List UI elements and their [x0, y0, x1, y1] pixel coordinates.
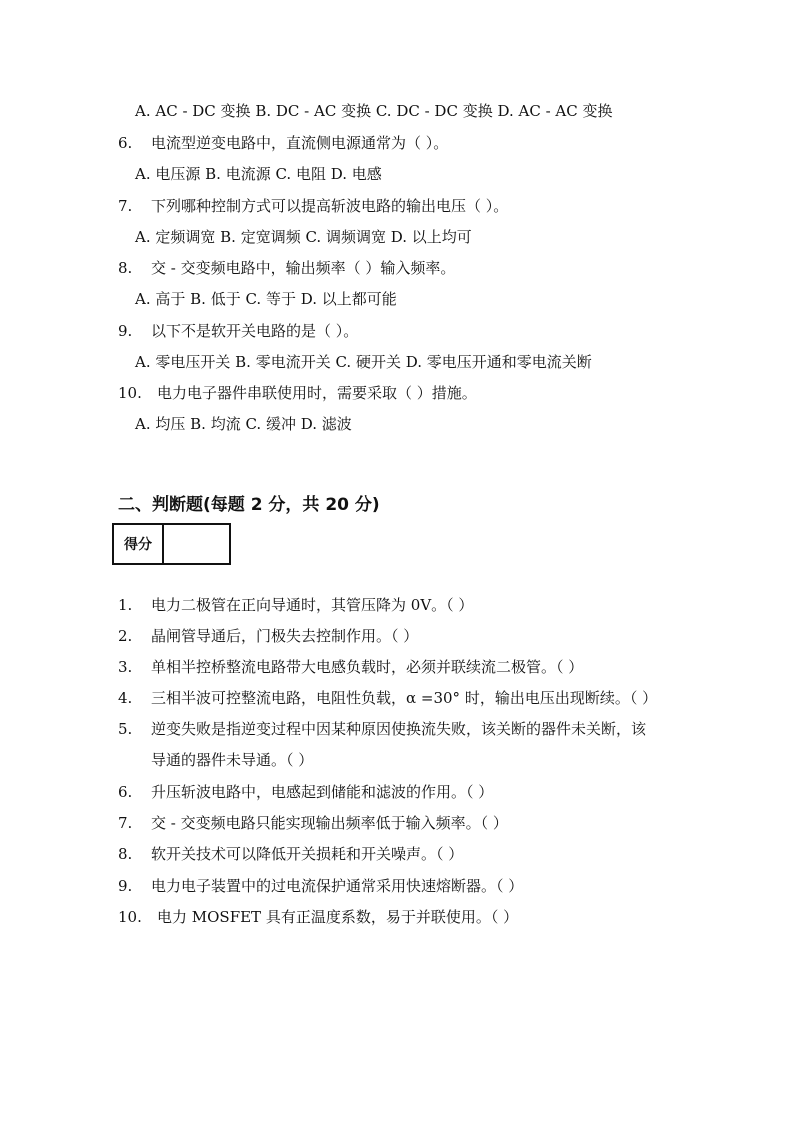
question-number: 9.	[118, 877, 133, 895]
mc-q10-options: A. 均压 B. 均流 C. 缓冲 D. 滤波	[135, 415, 352, 433]
question-number: 6.	[118, 134, 133, 152]
question-text: 交 - 交变频电路只能实现输出频率低于输入频率。（ ）	[151, 814, 508, 832]
question-number: 7.	[118, 814, 133, 832]
tf-question-8	[118, 844, 463, 864]
question-text: 电流型逆变电路中，直流侧电源通常为（ ）。	[151, 134, 449, 152]
question-text: 单相半控桥整流电路带大电感负载时，必须并联续流二极管。（ ）	[151, 658, 584, 676]
mc-q9-options: A. 零电压开关 B. 零电流开关 C. 硬开关 D. 零电压开通和零电流关断	[135, 353, 592, 371]
question-number: 4.	[118, 689, 133, 707]
score-label: 得分	[114, 525, 164, 563]
question-number: 2.	[118, 627, 133, 645]
question-number: 5.	[118, 720, 133, 738]
question-text: 三相半波可控整流电路，电阻性负载，α =30° 时，输出电压出现断续。（ ）	[151, 689, 658, 707]
mc-question-7	[118, 196, 508, 216]
question-number: 9.	[118, 322, 133, 340]
tf-question-9	[118, 876, 523, 896]
question-number: 1.	[118, 596, 133, 614]
question-text: 电力二极管在正向导通时，其管压降为 0V。（ ）	[151, 596, 474, 614]
mc-question-6	[118, 133, 448, 153]
question-text: 下列哪种控制方式可以提高斩波电路的输出电压（ ）。	[151, 197, 509, 215]
question-number: 6.	[118, 783, 133, 801]
question-number: 7.	[118, 197, 133, 215]
mc-question-10	[118, 383, 477, 403]
question-text: 软开关技术可以降低开关损耗和开关噪声。（ ）	[151, 845, 464, 863]
tf-question-4	[118, 688, 657, 708]
question-text: 晶闸管导通后，门极失去控制作用。（ ）	[151, 627, 419, 645]
question-text: 以下不是软开关电路的是（ ）。	[151, 322, 359, 340]
question-number: 10.	[118, 384, 142, 402]
question-number: 10.	[118, 908, 142, 926]
mc-question-8	[118, 258, 455, 278]
question-text: 电力电子器件串联使用时，需要采取（ ）措施。	[157, 384, 477, 402]
tf-question-1	[118, 595, 473, 615]
tf-question-5	[118, 719, 646, 739]
score-box	[112, 523, 231, 565]
score-cell[interactable]	[164, 525, 229, 563]
section-title: 二、判断题(每题 2 分，共 20 分)	[118, 495, 380, 515]
question-number: 3.	[118, 658, 133, 676]
mc-question-9	[118, 321, 358, 341]
mc-q7-options: A. 定频调宽 B. 定宽调频 C. 调频调宽 D. 以上均可	[135, 228, 472, 246]
tf-question-2	[118, 626, 418, 646]
tf-question-5-continuation: 导通的器件未导通。（ ）	[151, 751, 314, 769]
mc-q6-options: A. 电压源 B. 电流源 C. 电阻 D. 电感	[135, 165, 382, 183]
tf-question-10	[118, 907, 518, 927]
question-number: 8.	[118, 845, 133, 863]
mc-q5-options: A. AC - DC 变换 B. DC - AC 变换 C. DC - DC 变换 D. AC - AC 变换	[135, 102, 613, 120]
question-text: 交 - 交变频电路中，输出频率（ ）输入频率。	[151, 259, 456, 277]
mc-q8-options: A. 高于 B. 低于 C. 等于 D. 以上都可能	[135, 290, 397, 308]
question-text: 电力 MOSFET 具有正温度系数，易于并联使用。（ ）	[157, 908, 519, 926]
question-text: 逆变失败是指逆变过程中因某种原因使换流失败，该关断的器件未关断，该	[151, 720, 647, 738]
tf-question-6	[118, 782, 493, 802]
question-text: 升压斩波电路中，电感起到储能和滤波的作用。（ ）	[151, 783, 494, 801]
tf-question-3	[118, 657, 583, 677]
tf-question-7	[118, 813, 508, 833]
question-text: 电力电子装置中的过电流保护通常采用快速熔断器。（ ）	[151, 877, 524, 895]
question-number: 8.	[118, 259, 133, 277]
